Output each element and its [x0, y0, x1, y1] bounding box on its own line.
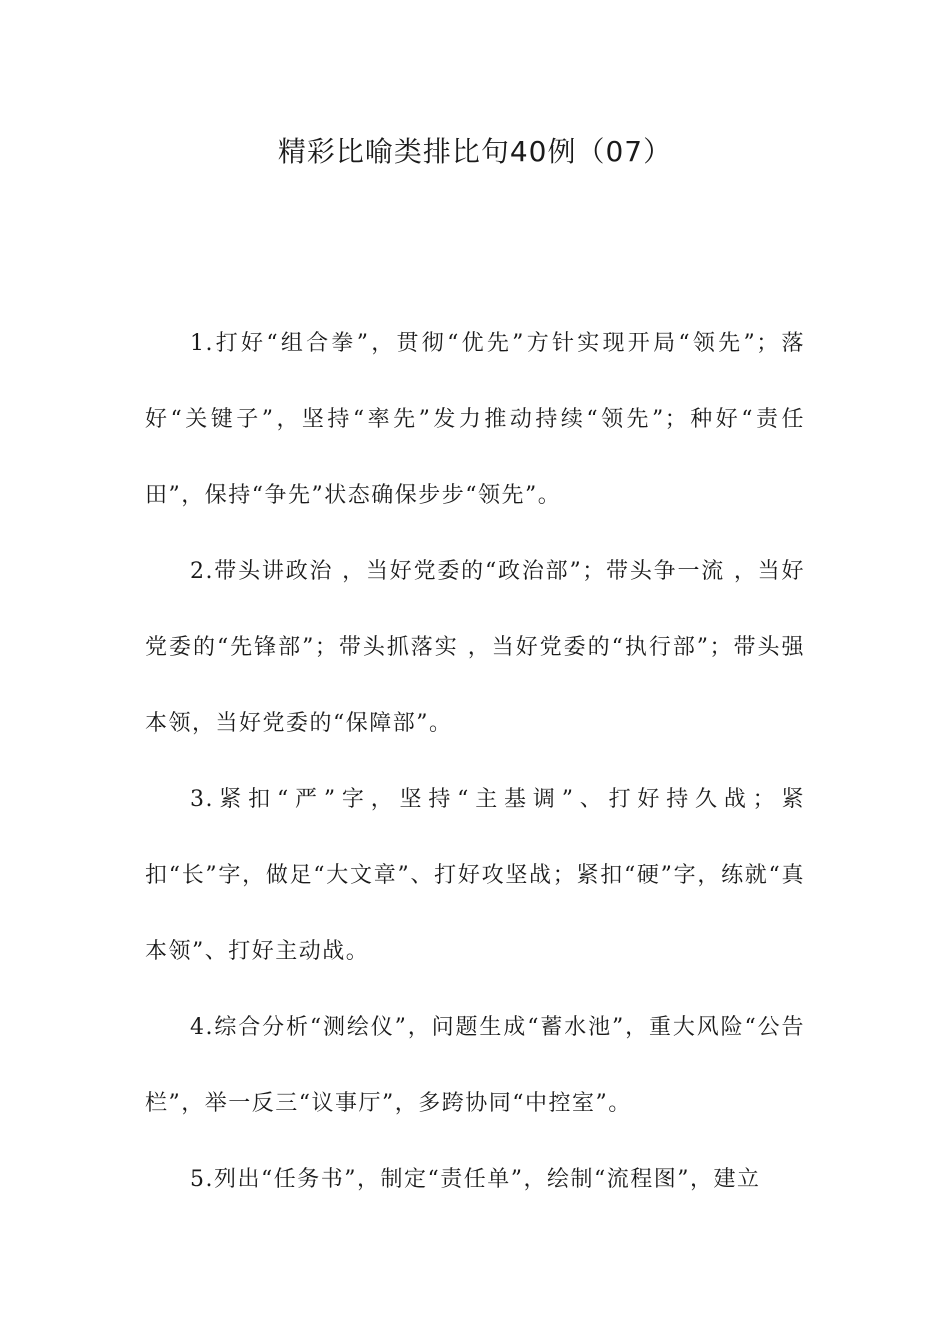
document-title: 精彩比喻类排比句40例（07）: [277, 135, 673, 168]
document-body: [145, 306, 805, 1218]
paragraph-1: 1.打好“组合拳”，贯彻“优先”方针实现开局“领先”；落好“关键子”，坚持“率先”发力推动持续“领先”；种好“责任田”，保持“争先”状态确保步步“领先”。: [145, 331, 805, 508]
paragraph-4: 4.综合分析“测绘仪”，问题生成“蓄水池”，重大风险“公告栏”，举一反三“议事厅”，多跨协同“中控室”。: [145, 1015, 805, 1116]
paragraph-2: 2.带头讲政治 ，当好党委的“政治部”；带头争一流 ，当好党委的“先锋部”；带头抓落实 ，当好党委的“执行部”；带头强本领，当好党委的“保障部”。: [145, 559, 805, 736]
paragraph-3: 3.紧扣“严”字，坚持“主基调”、打好持久战；紧扣“长”字，做足“大文章”、打好攻坚战；紧扣“硬”字，练就“真本领”、打好主动战。: [145, 787, 805, 964]
paragraph-5: 5.列出“任务书”，制定“责任单”，绘制“流程图”，建立: [190, 1167, 761, 1192]
